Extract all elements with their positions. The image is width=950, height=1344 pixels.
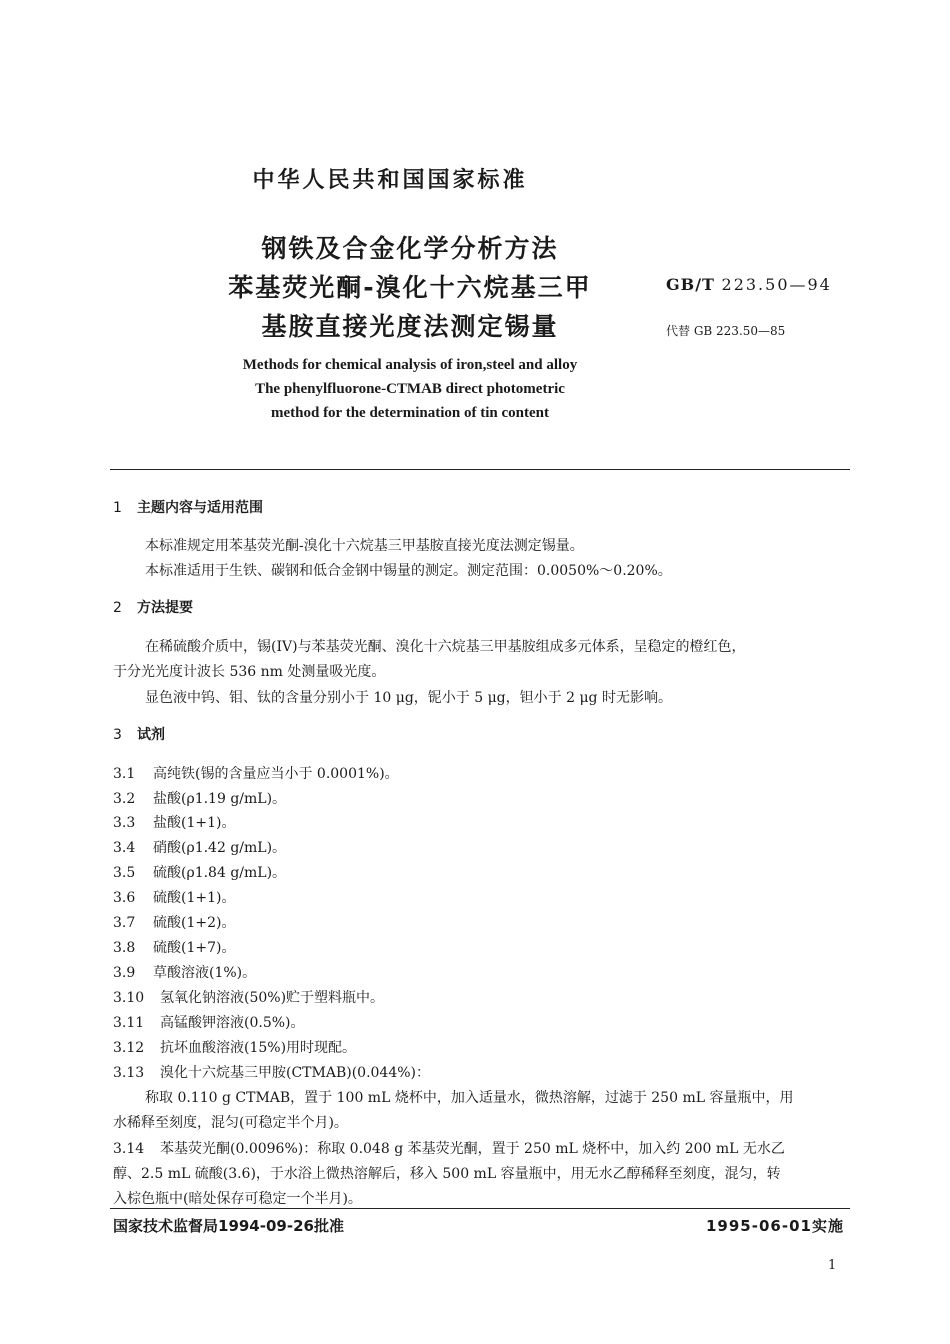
- reagent-item: [113, 912, 235, 932]
- item-3-13-detail-line-2: 水稀释至刻度，混匀(可稳定半个月)。: [113, 1115, 348, 1131]
- standard-code: [666, 275, 832, 294]
- section-2-paragraph-2: 显色液中钨、钼、钛的含量分别小于 10 μg，铌小于 5 μg，钽小于 2 μg 时无影响。: [145, 690, 672, 706]
- item-number: 3.14: [113, 1141, 145, 1157]
- chinese-title-line-3: 基胺直接光度法测定锡量: [261, 312, 559, 341]
- section-3-heading: [113, 724, 165, 744]
- item-3-14-line-2: 醇、2.5 mL 硫酸(3.6)，于水浴上微热溶解后，移入 500 mL 容量瓶中，用无水乙醇稀释至刻度，混匀，转: [113, 1166, 781, 1182]
- reagent-item: [113, 837, 286, 857]
- item-number: 3.1: [113, 766, 136, 782]
- reagent-item: [113, 987, 384, 1007]
- replaces-standard: 代替 GB 223.50—85: [666, 324, 786, 338]
- reagent-item: [113, 1062, 430, 1082]
- english-title-line-2: The phenylfluorone-CTMAB direct photometric: [255, 381, 565, 397]
- item-number: 3.11: [113, 1015, 145, 1031]
- item-number: 3.5: [113, 865, 136, 881]
- reagent-item: [113, 862, 286, 882]
- approval-date: 国家技术监督局1994-09-26批准: [113, 1217, 344, 1235]
- reagent-item: [113, 763, 399, 783]
- item-text: 盐酸(1+1)。: [153, 815, 236, 831]
- item-number: 3.13: [113, 1065, 145, 1081]
- section-title: 主题内容与适用范围: [137, 500, 263, 516]
- reagent-item: [113, 1012, 305, 1032]
- item-text: 硫酸(ρ1.84 g/mL)。: [153, 865, 287, 881]
- section-1-heading: [113, 497, 263, 517]
- item-number: 3.4: [113, 840, 136, 856]
- chinese-title-line-1: 钢铁及合金化学分析方法: [261, 234, 559, 263]
- item-text: 抗坏血酸溶液(15%)用时现配。: [160, 1040, 357, 1056]
- item-text: 硫酸(1+2)。: [153, 915, 236, 931]
- reagent-item: [113, 887, 235, 907]
- standard-prefix: GB/T: [666, 275, 715, 294]
- reagent-item: [113, 962, 256, 982]
- item-text: 氢氧化钠溶液(50%)贮于塑料瓶中。: [160, 990, 385, 1006]
- item-text: 高纯铁(锡的含量应当小于 0.0001%)。: [153, 766, 399, 782]
- standard-number: 223.50—94: [721, 275, 832, 294]
- item-number: 3.8: [113, 940, 136, 956]
- item-number: 3.3: [113, 815, 136, 831]
- section-2-paragraph-1: 在稀硫酸介质中，锡(IV)与苯基荧光酮、溴化十六烷基三甲基胺组成多元体系，呈稳定的橙红色，: [145, 639, 746, 655]
- english-title-line-3: method for the determination of tin content: [270, 405, 550, 421]
- reagent-item: [113, 812, 235, 832]
- item-number: 3.9: [113, 965, 136, 981]
- section-number: 1: [113, 500, 122, 516]
- item-number: 3.10: [113, 990, 145, 1006]
- item-text: 盐酸(ρ1.19 g/mL)。: [153, 791, 287, 807]
- item-text: 硫酸(1+1)。: [153, 890, 236, 906]
- item-number: 3.7: [113, 915, 136, 931]
- section-2-heading: [113, 597, 193, 617]
- item-text: 高锰酸钾溶液(0.5%)。: [160, 1015, 305, 1031]
- section-1-paragraph-1: 本标准规定用苯基荧光酮-溴化十六烷基三甲基胺直接光度法测定锡量。: [145, 538, 584, 554]
- item-number: 3.12: [113, 1040, 145, 1056]
- national-standard-heading: 中华人民共和国国家标准: [252, 168, 528, 193]
- item-text: 硝酸(ρ1.42 g/mL)。: [153, 840, 287, 856]
- reagent-item: [113, 1037, 356, 1057]
- header-divider: [110, 469, 850, 470]
- reagent-item: [113, 788, 286, 808]
- section-number: 2: [113, 600, 122, 616]
- reagent-item: [113, 937, 235, 957]
- english-title-line-1: Methods for chemical analysis of iron,steel and alloy: [242, 357, 578, 373]
- section-2-paragraph-1-cont: 于分光光度计波长 536 nm 处测量吸光度。: [113, 664, 386, 680]
- item-number: 3.2: [113, 791, 136, 807]
- item-number: 3.6: [113, 890, 136, 906]
- page-number: 1: [828, 1258, 837, 1273]
- section-title: 试剂: [137, 727, 165, 743]
- item-text: 苯基荧光酮(0.0096%)：称取 0.048 g 苯基荧光酮，置于 250 mL 烧杯中，加入约 200 mL 无水乙: [160, 1141, 785, 1157]
- item-text: 硫酸(1+7)。: [153, 940, 236, 956]
- item-text: 溴化十六烷基三甲胺(CTMAB)(0.044%)：: [160, 1065, 431, 1081]
- chinese-title-line-2: 苯基荧光酮-溴化十六烷基三甲: [228, 273, 592, 302]
- section-number: 3: [113, 727, 122, 743]
- section-title: 方法提要: [137, 600, 193, 616]
- reagent-item: [113, 1138, 785, 1158]
- footer-divider: [110, 1208, 850, 1209]
- effective-date: 1995-06-01实施: [706, 1217, 844, 1235]
- section-1-paragraph-2: 本标准适用于生铁、碳钢和低合金钢中锡量的测定。测定范围：0.0050%～0.20%。: [145, 563, 672, 579]
- item-3-14-line-3: 入棕色瓶中(暗处保存可稳定一个半月)。: [113, 1191, 362, 1207]
- item-text: 草酸溶液(1%)。: [153, 965, 257, 981]
- item-3-13-detail-line-1: 称取 0.110 g CTMAB，置于 100 mL 烧杯中，加入适量水，微热溶解，过滤于 250 mL 容量瓶中，用: [145, 1090, 794, 1106]
